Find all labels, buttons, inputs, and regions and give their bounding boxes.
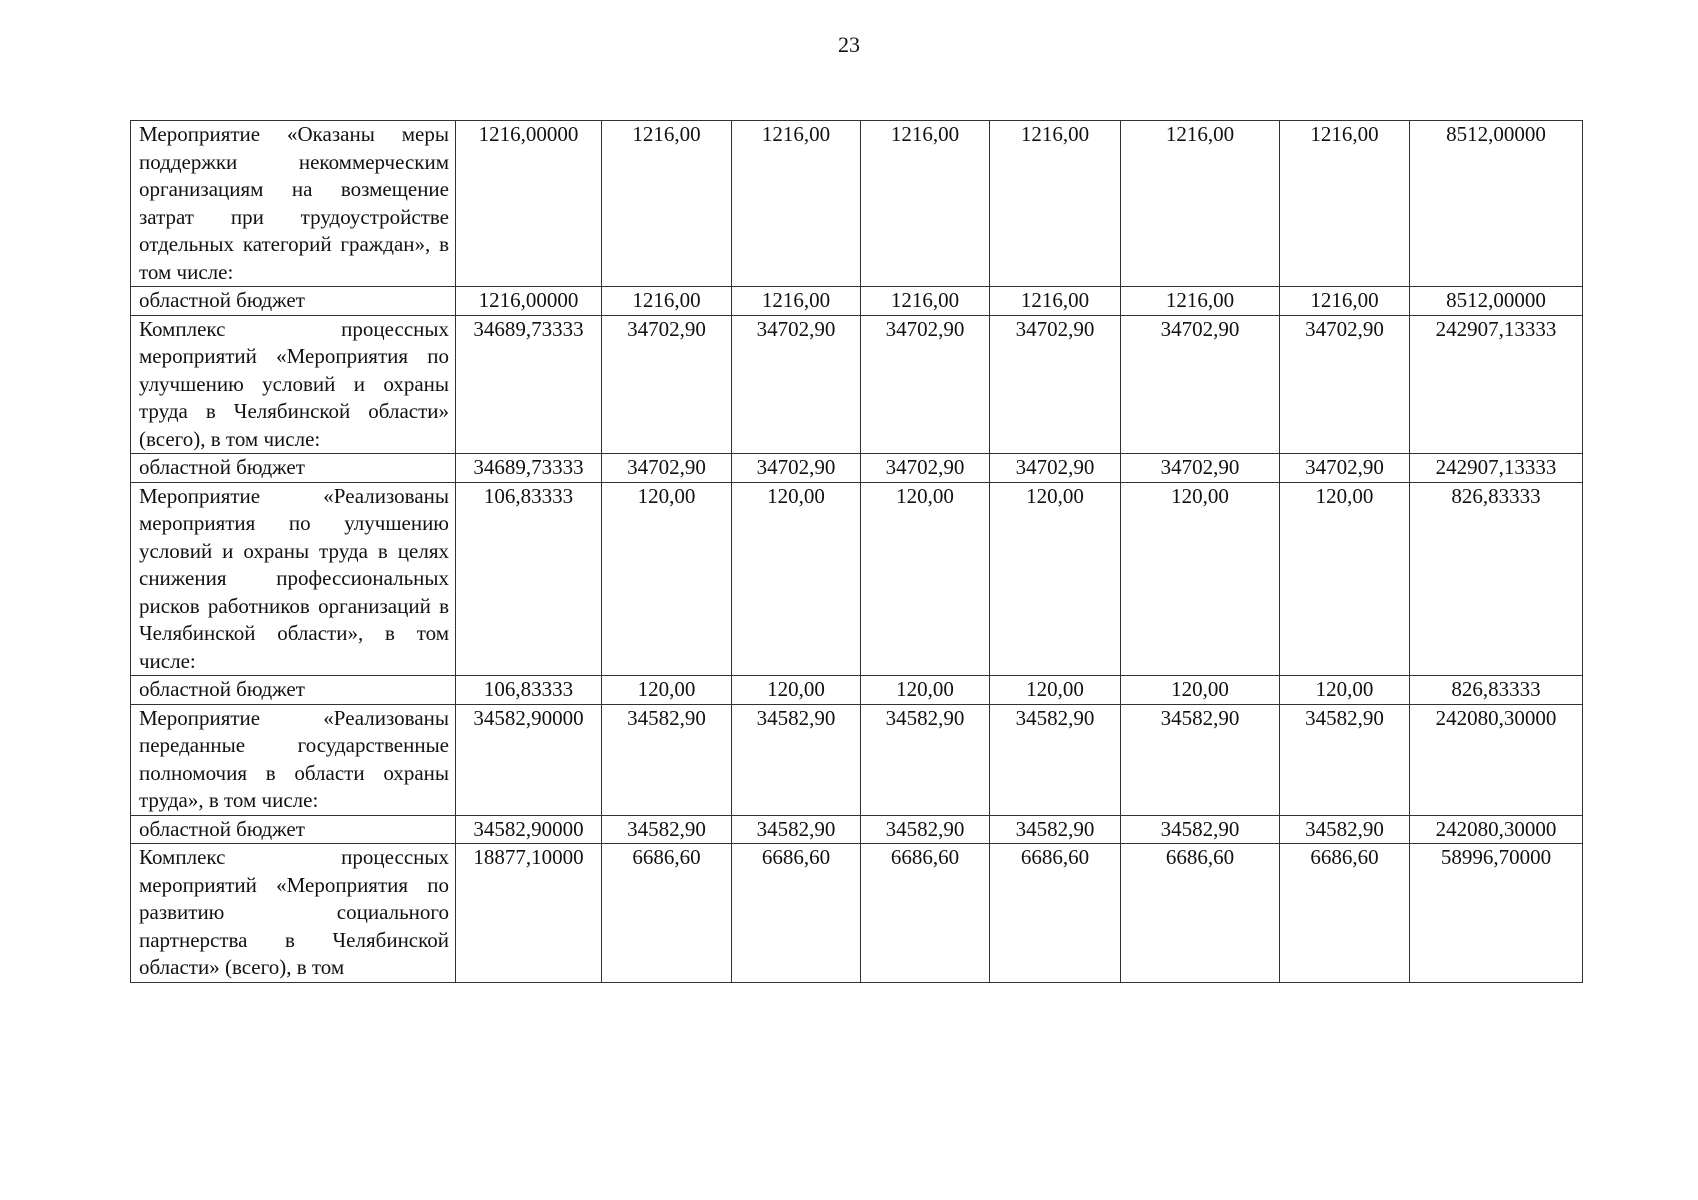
row-label: Мероприятие «Реализованы переданные государственные полномочия в области охраны труда», в том числе: <box>131 704 456 815</box>
row-label: Мероприятие «Реализованы мероприятия по улучшению условий и охраны труда в целях снижения профессиональных рисков работников организаций в Челябинской области», в том числе: <box>131 482 456 676</box>
value-cell: 34582,90 <box>602 704 732 815</box>
table-row <box>131 844 1583 983</box>
total-cell: 242907,13333 <box>1410 454 1583 483</box>
value-cell: 34702,90 <box>602 315 732 454</box>
value-cell: 6686,60 <box>602 844 732 983</box>
value-cell: 34582,90 <box>861 815 990 844</box>
table-row <box>131 454 1583 483</box>
value-cell: 34689,73333 <box>456 454 602 483</box>
value-cell: 34702,90 <box>732 315 861 454</box>
value-cell: 6686,60 <box>861 844 990 983</box>
value-cell: 1216,00000 <box>456 121 602 287</box>
row-label: Комплекс процессных мероприятий «Мероприятия по развитию социального партнерства в Челябинской области» (всего), в том <box>131 844 456 983</box>
value-cell: 1216,00 <box>990 287 1121 316</box>
value-cell: 18877,10000 <box>456 844 602 983</box>
value-cell: 34702,90 <box>861 315 990 454</box>
total-cell: 826,83333 <box>1410 482 1583 676</box>
row-label: областной бюджет <box>131 815 456 844</box>
value-cell: 120,00 <box>990 676 1121 705</box>
value-cell: 1216,00 <box>1121 287 1280 316</box>
value-cell: 120,00 <box>861 676 990 705</box>
value-cell: 106,83333 <box>456 482 602 676</box>
value-cell: 34582,90 <box>861 704 990 815</box>
value-cell: 6686,60 <box>1280 844 1410 983</box>
value-cell: 34582,90 <box>990 815 1121 844</box>
value-cell: 34702,90 <box>732 454 861 483</box>
value-cell: 106,83333 <box>456 676 602 705</box>
value-cell: 34582,90 <box>602 815 732 844</box>
value-cell: 34702,90 <box>990 454 1121 483</box>
value-cell: 6686,60 <box>990 844 1121 983</box>
total-cell: 242907,13333 <box>1410 315 1583 454</box>
value-cell: 34582,90 <box>1280 704 1410 815</box>
value-cell: 34689,73333 <box>456 315 602 454</box>
table-row <box>131 676 1583 705</box>
value-cell: 34582,90000 <box>456 815 602 844</box>
value-cell: 34702,90 <box>602 454 732 483</box>
value-cell: 120,00 <box>861 482 990 676</box>
value-cell: 1216,00 <box>1121 121 1280 287</box>
value-cell: 34702,90 <box>1280 315 1410 454</box>
value-cell: 1216,00 <box>732 287 861 316</box>
value-cell: 34582,90 <box>1280 815 1410 844</box>
value-cell: 120,00 <box>732 482 861 676</box>
table-body <box>131 121 1583 983</box>
value-cell: 1216,00 <box>990 121 1121 287</box>
value-cell: 1216,00 <box>861 121 990 287</box>
value-cell: 120,00 <box>1121 676 1280 705</box>
row-label: Мероприятие «Оказаны меры поддержки некоммерческим организациям на возмещение затрат при трудоустройстве отдельных категорий граждан», в том числе: <box>131 121 456 287</box>
total-cell: 8512,00000 <box>1410 287 1583 316</box>
total-cell: 826,83333 <box>1410 676 1583 705</box>
total-cell: 242080,30000 <box>1410 704 1583 815</box>
value-cell: 120,00 <box>1280 482 1410 676</box>
total-cell: 8512,00000 <box>1410 121 1583 287</box>
value-cell: 34702,90 <box>1280 454 1410 483</box>
table-row <box>131 315 1583 454</box>
value-cell: 1216,00 <box>602 121 732 287</box>
value-cell: 120,00 <box>602 676 732 705</box>
table-row <box>131 121 1583 287</box>
value-cell: 34582,90 <box>1121 815 1280 844</box>
row-label: областной бюджет <box>131 454 456 483</box>
value-cell: 120,00 <box>732 676 861 705</box>
value-cell: 34702,90 <box>990 315 1121 454</box>
value-cell: 120,00 <box>602 482 732 676</box>
total-cell: 242080,30000 <box>1410 815 1583 844</box>
value-cell: 120,00 <box>1121 482 1280 676</box>
row-label: областной бюджет <box>131 676 456 705</box>
value-cell: 34582,90 <box>1121 704 1280 815</box>
value-cell: 1216,00 <box>732 121 861 287</box>
value-cell: 120,00 <box>990 482 1121 676</box>
value-cell: 34582,90 <box>732 704 861 815</box>
value-cell: 1216,00 <box>861 287 990 316</box>
total-cell: 58996,70000 <box>1410 844 1583 983</box>
value-cell: 120,00 <box>1280 676 1410 705</box>
value-cell: 1216,00 <box>1280 287 1410 316</box>
table-row <box>131 482 1583 676</box>
row-label: Комплекс процессных мероприятий «Мероприятия по улучшению условий и охраны труда в Челябинской области» (всего), в том числе: <box>131 315 456 454</box>
table-row <box>131 815 1583 844</box>
value-cell: 1216,00 <box>602 287 732 316</box>
table-row <box>131 287 1583 316</box>
value-cell: 34702,90 <box>1121 454 1280 483</box>
value-cell: 34702,90 <box>1121 315 1280 454</box>
value-cell: 34702,90 <box>861 454 990 483</box>
budget-table <box>130 120 1583 983</box>
value-cell: 1216,00 <box>1280 121 1410 287</box>
value-cell: 6686,60 <box>1121 844 1280 983</box>
value-cell: 34582,90 <box>990 704 1121 815</box>
value-cell: 6686,60 <box>732 844 861 983</box>
value-cell: 1216,00000 <box>456 287 602 316</box>
table-row <box>131 704 1583 815</box>
value-cell: 34582,90 <box>732 815 861 844</box>
row-label: областной бюджет <box>131 287 456 316</box>
page-number: 23 <box>838 32 860 57</box>
value-cell: 34582,90000 <box>456 704 602 815</box>
